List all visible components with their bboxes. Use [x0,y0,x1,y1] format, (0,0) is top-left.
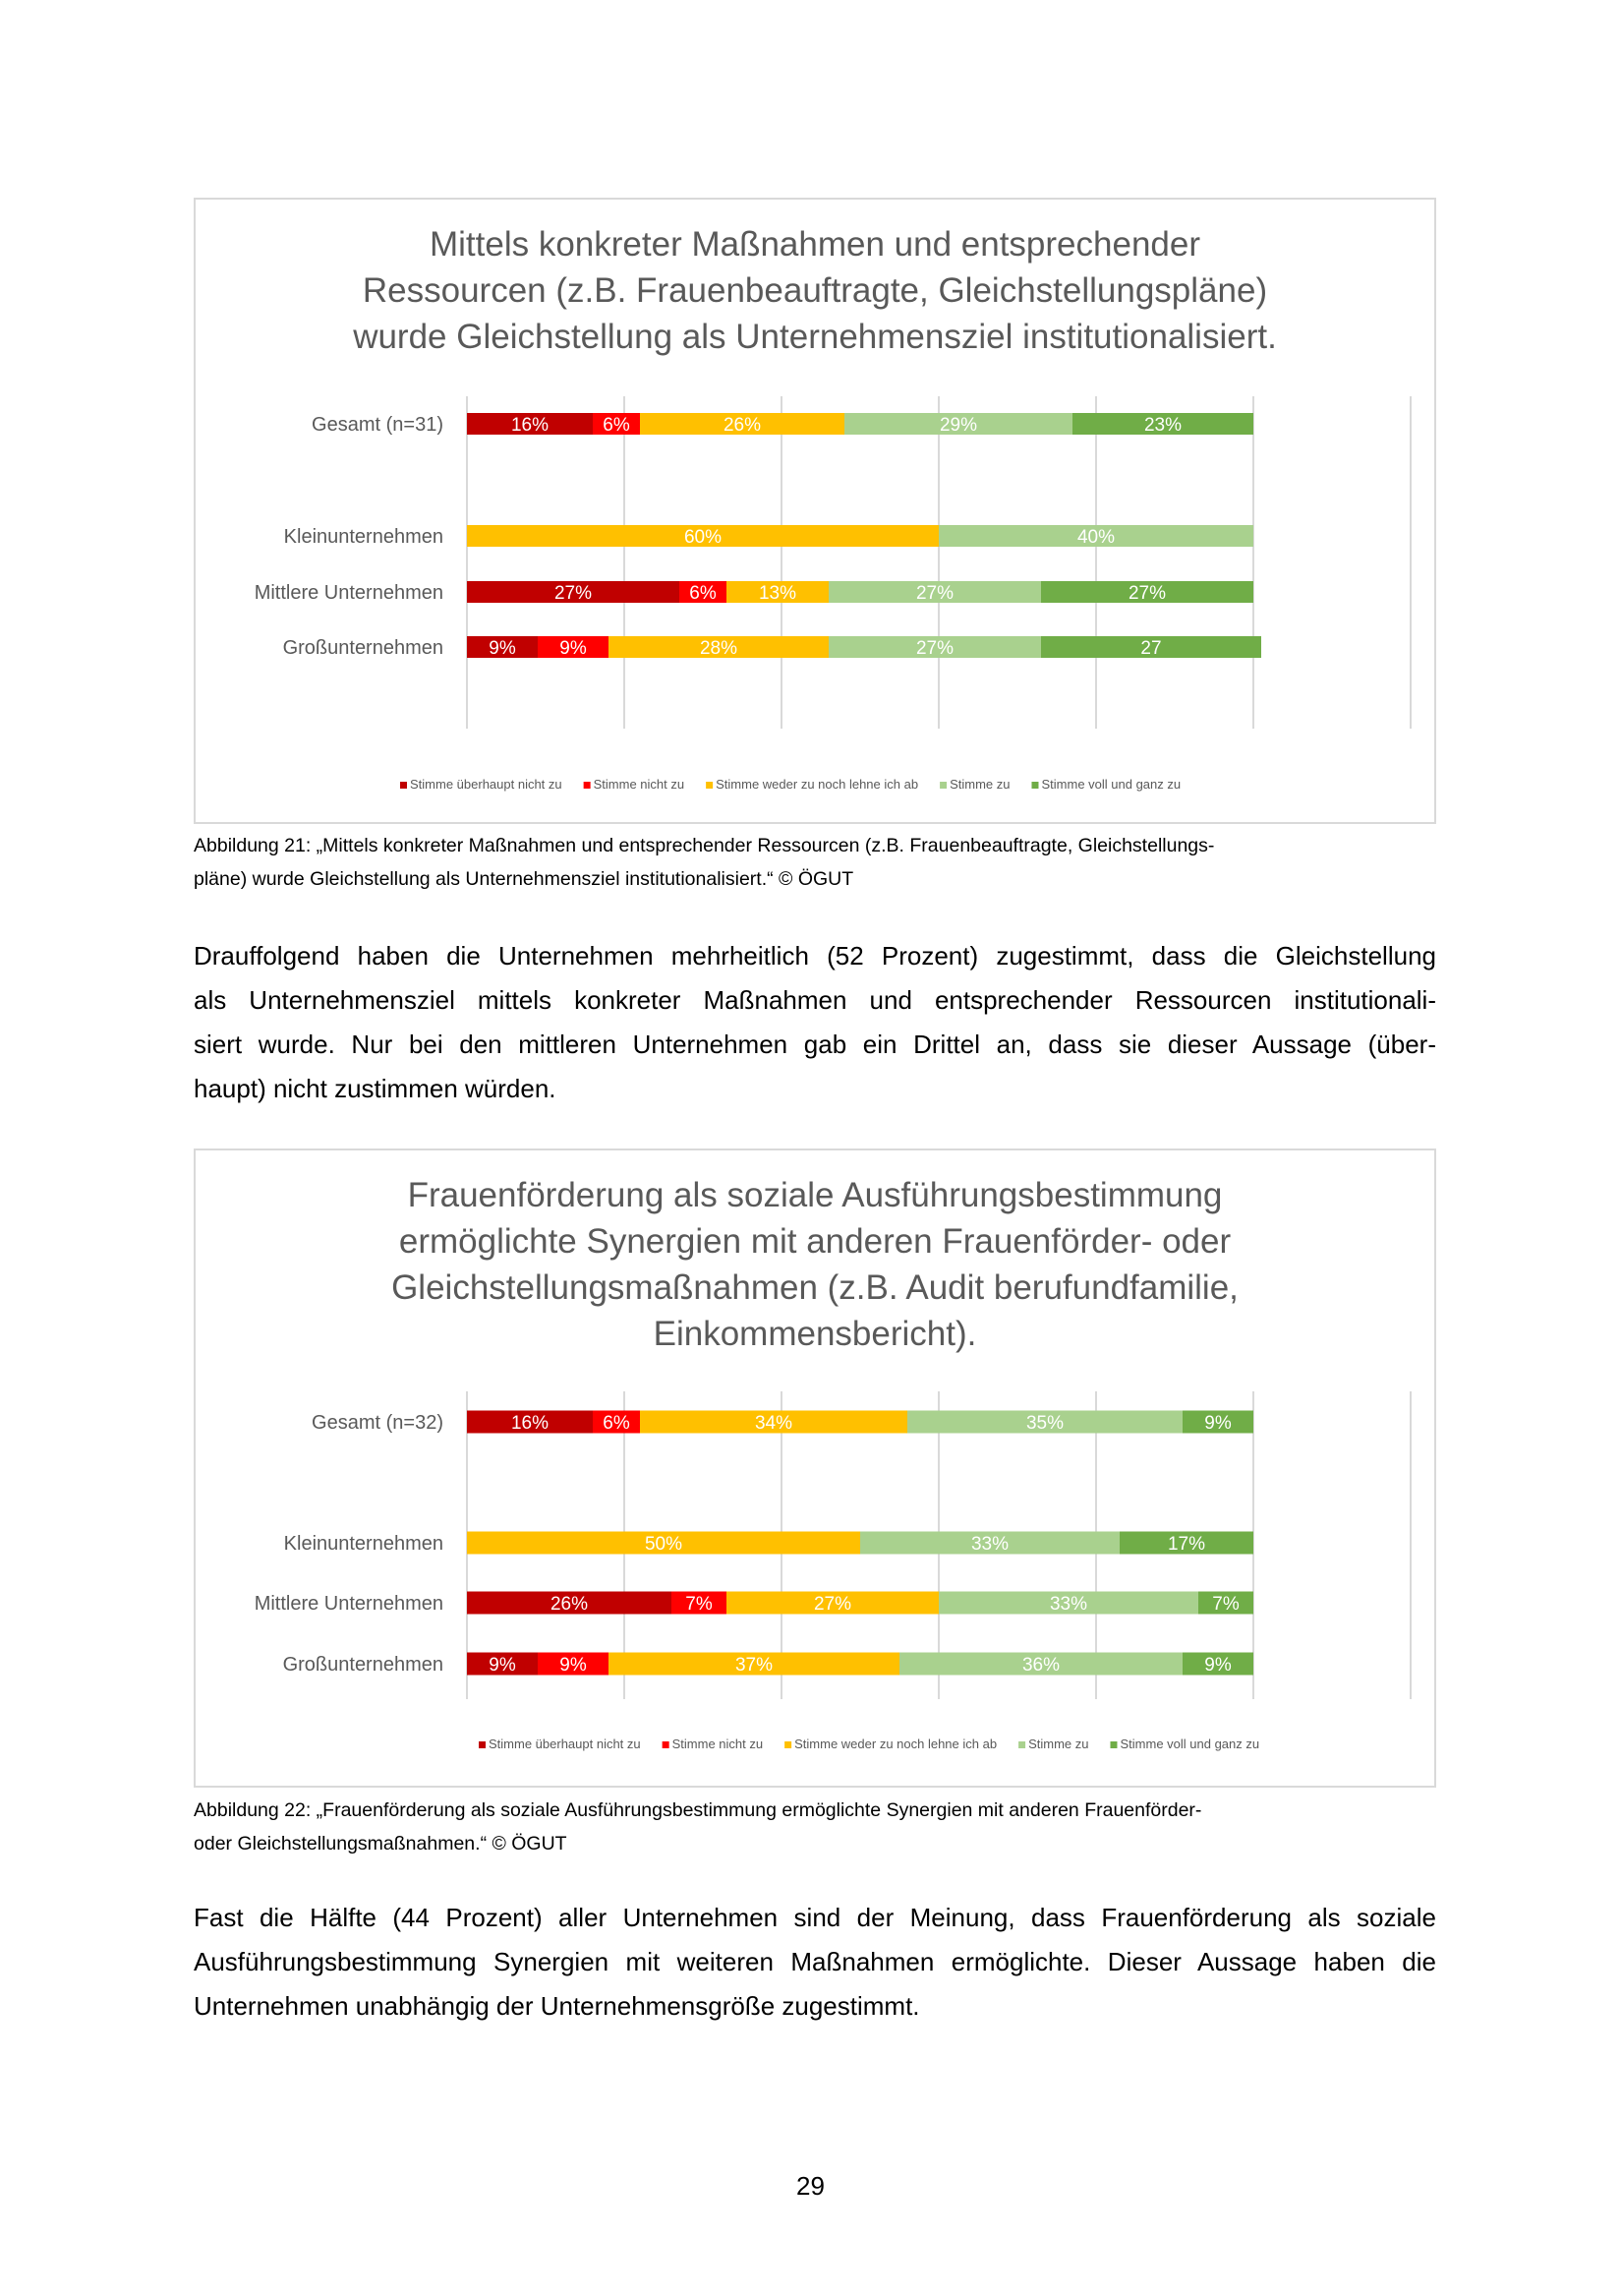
paragraph-line: Fast die Hälfte (44 Prozent) aller Unternehmen sind der Meinung, dass Frauenförderung als soziale [194,1903,1436,1932]
legend-entry: Stimme nicht zu [671,1737,764,1751]
category-label: Mittlere Unternehmen [254,1593,443,1615]
caption-line: pläne) wurde Gleichstellung als Unternehmensziel institutionalisiert.“ © ÖGUT [194,868,854,890]
legend-entry: Stimme zu [1028,1737,1089,1751]
legend-swatch [663,1741,669,1748]
category-label: Mittlere Unternehmen [254,582,443,604]
figure-caption [194,1794,1442,1860]
caption-line: Abbildung 22: „Frauenförderung als soziale Ausführungsbestimmung ermöglichte Synergien mit anderen Frauenförder- [194,1799,1202,1821]
chart-title-line: Frauenförderung als soziale Ausführungsbestimmung [407,1176,1223,1214]
chart-title-line: Einkommensbericht). [653,1315,977,1353]
data-label: 27 [1140,638,1162,659]
data-label: 40% [1076,527,1116,548]
legend-swatch [706,782,713,789]
chart-plot [196,200,1434,822]
legend-swatch [400,782,407,789]
figure-caption [194,829,1442,896]
category-label: Großunternehmen [282,637,443,659]
legend-swatch [1110,1741,1117,1748]
category-label: Kleinunternehmen [283,1533,443,1555]
data-label: 27% [915,583,955,604]
paragraph-line: Drauffolgend haben die Unternehmen mehrheitlich (52 Prozent) zugestimmt, dass die Gleichstellung [194,941,1436,971]
data-label: 9% [1204,1655,1232,1676]
data-label: 36% [1021,1655,1061,1676]
category-label: Großunternehmen [282,1654,443,1676]
paragraph-line: siert wurde. Nur bei den mittleren Unternehmen gab ein Drittel an, dass sie dieser Aussage (über- [194,1030,1436,1059]
data-label: 17% [1167,1534,1206,1555]
data-label: 29% [939,415,978,436]
data-label: 34% [754,1413,793,1434]
data-label: 9% [559,638,587,659]
data-label: 13% [758,583,797,604]
data-label: 9% [489,638,516,659]
data-label: 7% [1212,1594,1240,1615]
data-label: 28% [699,638,738,659]
legend-swatch [784,1741,791,1748]
legend-swatch [479,1741,486,1748]
body-paragraph [194,934,1436,1111]
legend-entry: Stimme nicht zu [593,777,685,792]
chart-title-line: Mittels konkreter Maßnahmen und entsprechender [429,225,1200,264]
legend-entry: Stimme überhaupt nicht zu [489,1737,641,1751]
data-label: 33% [1049,1594,1088,1615]
paragraph-line: als Unternehmensziel mittels konkreter Maßnahmen und entsprechender Ressourcen institutionali- [194,985,1436,1015]
data-label: 37% [734,1655,774,1676]
chart-title-line: wurde Gleichstellung als Unternehmensziel institutionalisiert. [353,318,1277,356]
data-label: 50% [644,1534,683,1555]
data-label: 9% [1204,1413,1232,1434]
chart-figure-22 [194,1148,1436,1788]
data-label: 16% [510,415,550,436]
legend-entry: Stimme weder zu noch lehne ich ab [794,1737,998,1751]
data-label: 16% [510,1413,550,1434]
data-label: 33% [970,1534,1010,1555]
caption-line: Abbildung 21: „Mittels konkreter Maßnahmen und entsprechender Ressourcen (z.B. Frauenbeauftragte, Gleichstellungs- [194,835,1215,856]
legend-entry: Stimme überhaupt nicht zu [410,777,562,792]
caption-line: oder Gleichstellungsmaßnahmen.“ © ÖGUT [194,1833,567,1854]
category-label: Gesamt (n=32) [312,1412,443,1434]
legend-entry: Stimme voll und ganz zu [1041,777,1182,792]
data-label: 35% [1025,1413,1065,1434]
data-label: 26% [550,1594,589,1615]
legend-swatch [940,782,947,789]
legend-swatch [1031,782,1038,789]
data-label: 23% [1143,415,1183,436]
chart-plot [196,1150,1434,1786]
chart-title-line: Ressourcen (z.B. Frauenbeauftragte, Gleichstellungspläne) [362,271,1268,310]
legend-entry: Stimme voll und ganz zu [1120,1737,1260,1751]
data-label: 60% [683,527,723,548]
paragraph-line: haupt) nicht zustimmen würden. [194,1074,556,1103]
data-label: 7% [685,1594,713,1615]
data-label: 9% [489,1655,516,1676]
legend-entry: Stimme weder zu noch lehne ich ab [716,777,919,792]
paragraph-line: Unternehmen unabhängig der Unternehmensgröße zugestimmt. [194,1991,920,2021]
data-label: 27% [915,638,955,659]
data-label: 6% [603,415,630,436]
page-number: 29 [796,2171,825,2201]
data-label: 27% [1128,583,1167,604]
chart-figure-21 [194,198,1436,824]
data-label: 6% [689,583,717,604]
data-label: 27% [813,1594,852,1615]
category-label: Kleinunternehmen [283,526,443,548]
legend-swatch [584,782,591,789]
data-label: 26% [723,415,762,436]
legend-swatch [1018,1741,1025,1748]
data-label: 27% [553,583,593,604]
legend-entry: Stimme zu [950,777,1011,792]
chart-title-line: ermöglichte Synergien mit anderen Frauenförder- oder [398,1222,1232,1261]
body-paragraph [194,1896,1436,2029]
data-label: 9% [559,1655,587,1676]
paragraph-line: Ausführungsbestimmung Synergien mit weiteren Maßnahmen ermöglichte. Dieser Aussage haben die [194,1947,1436,1976]
chart-title-line: Gleichstellungsmaßnahmen (z.B. Audit berufundfamilie, [391,1268,1239,1307]
data-label: 6% [603,1413,630,1434]
category-label: Gesamt (n=31) [312,414,443,436]
